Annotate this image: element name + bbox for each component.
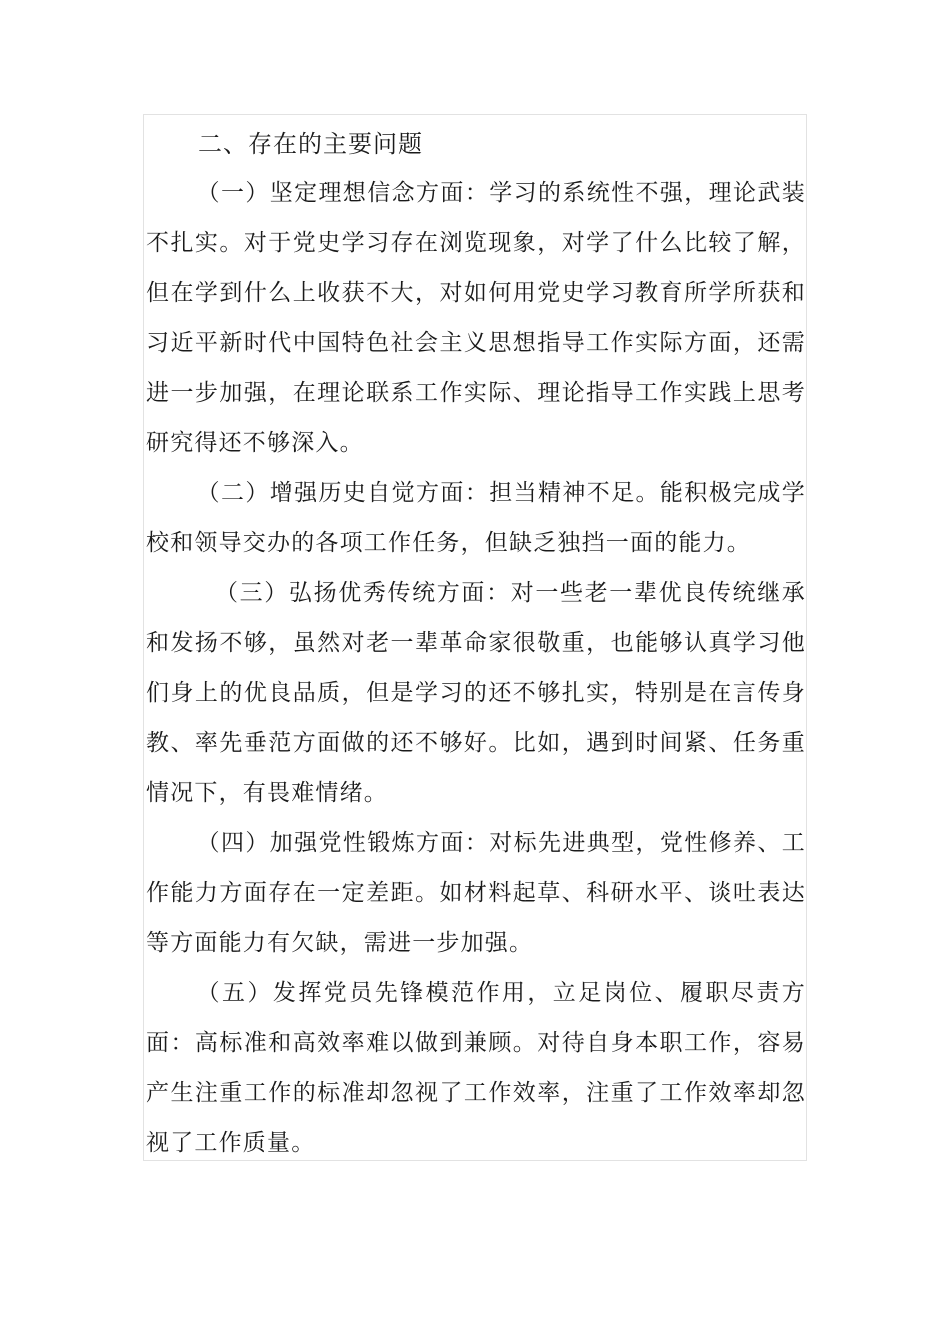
- paragraph-fine-traditions: （三）弘扬优秀传统方面：对一些老一辈优良传统继承和发扬不够，虽然对老一辈革命家很敬重，也能够认真学习他们身上的优良品质，但是学习的还不够扎实，特别是在言传身教、率先垂范方面做的还不够好。比如，遇到时间紧、任务重情况下，有畏难情绪。: [146, 580, 806, 806]
- paragraph-party-spirit: （四）加强党性锻炼方面：对标先进典型，党性修养、工作能力方面存在一定差距。如材料起草、科研水平、谈吐表达等方面能力有欠缺，需进一步加强。: [146, 830, 806, 956]
- paragraph-vanguard-role: （五）发挥党员先锋模范作用，立足岗位、履职尽责方面：高标准和高效率难以做到兼顾。对待自身本职工作，容易产生注重工作的标准却忽视了工作效率，注重了工作效率却忽视了工作质量。: [146, 980, 806, 1156]
- document-body: [146, 116, 806, 1168]
- paragraph-historical-awareness: （二）增强历史自觉方面：担当精神不足。能积极完成学校和领导交办的各项工作任务，但缺乏独挡一面的能力。: [146, 480, 806, 556]
- paragraph-ideals-faith: （一）坚定理想信念方面：学习的系统性不强，理论武装不扎实。对于党史学习存在浏览现象，对学了什么比较了解，但在学到什么上收获不大，对如何用党史学习教育所学所获和习近平新时代中国特色社会主义思想指导工作实际方面，还需进一步加强，在理论联系工作实际、理论指导工作实践上思考研究得还不够深入。: [146, 180, 806, 456]
- section-heading: 二、存在的主要问题: [198, 130, 423, 158]
